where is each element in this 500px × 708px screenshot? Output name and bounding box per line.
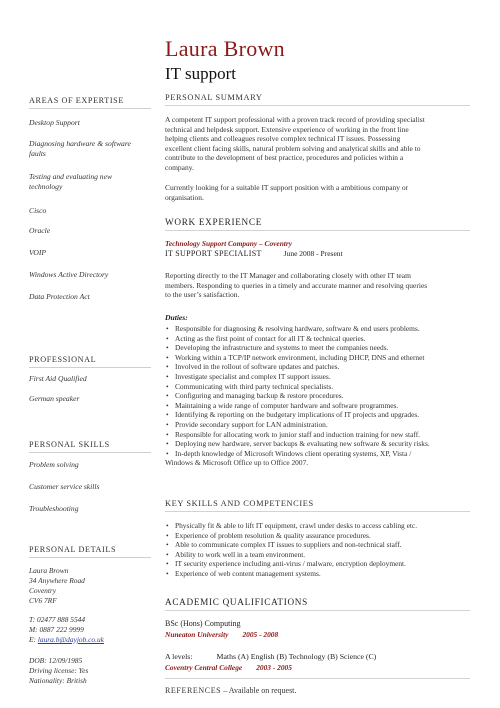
- list-item: • Maintaining a wide range of computer hardware and software programmes.: [165, 401, 475, 411]
- personal-skill-item: Customer service skills: [29, 482, 100, 491]
- intro-line: members. Responding to queries in a timely and accurate manner and resolving queries: [165, 280, 428, 290]
- college-row: [165, 663, 292, 672]
- university-years: 2005 - 2008: [242, 630, 279, 639]
- summary-line: organisation.: [165, 192, 204, 202]
- list-item: • Communicating with third party technical specialists.: [165, 382, 475, 392]
- expertise-item: Data Protection Act: [29, 292, 90, 301]
- list-item: • Physically fit & able to lift IT equipment, crawl under desks to access cabling etc.: [165, 521, 475, 531]
- sidebar-divider: [29, 108, 151, 109]
- expertise-item: Windows Active Directory: [29, 270, 109, 279]
- contact-postcode: CV6 7RF: [29, 596, 57, 605]
- summary-line: contribute to the development of best practice, procedures and policies within a: [165, 153, 404, 162]
- personal-skill-item: Troubleshooting: [29, 504, 79, 513]
- summary-line: technical and helpdesk support. Extensive experience of working in the front line: [165, 124, 409, 134]
- section-divider: [165, 105, 470, 106]
- professional-item: German speaker: [29, 394, 80, 403]
- university-name: Nuneaton University: [165, 630, 229, 639]
- job-intro: [165, 271, 470, 300]
- list-item: • Developing the infrastructure and systems to meet the companies needs.: [165, 343, 475, 353]
- education-heading: ACADEMIC QUALIFICATIONS: [165, 597, 308, 607]
- college-name: Coventry Central College: [165, 663, 243, 672]
- list-item: • IT security experience including anti-virus / malware, encryption deployment.: [165, 559, 475, 569]
- list-item: • Identifying & reporting on the budgetary implications of IT projects and upgrades.: [165, 410, 475, 420]
- candidate-name: Laura Brown: [165, 36, 285, 61]
- section-divider: [165, 511, 470, 512]
- contact-city: Coventry: [29, 586, 57, 595]
- expertise-item: Desktop Support: [29, 118, 80, 127]
- list-item: • Able to communicate complex IT issues to suppliers and non-technical staff.: [165, 540, 475, 550]
- email-link[interactable]: laura.b@dayjob.co.uk: [37, 635, 104, 644]
- list-item: • Responsible for allocating work to junior staff and induction training for new staff.: [165, 430, 475, 440]
- sidebar-divider: [29, 452, 151, 453]
- company-name: Technology Support Company – Coventry: [165, 239, 293, 248]
- list-item-continuation: Windows & Microsoft Office up to Office 2007.: [165, 458, 309, 468]
- expertise-item: Diagnosing hardware & software faults: [29, 139, 131, 158]
- job-dates: June 2008 - Present: [283, 249, 343, 258]
- alevels-row: [165, 652, 376, 661]
- summary-line: company.: [165, 162, 194, 172]
- email-prefix: E:: [29, 635, 38, 644]
- professional-heading: PROFESSIONAL: [29, 355, 97, 364]
- section-divider: [165, 678, 470, 679]
- summary-line: A competent IT support professional with a proven track record of providing specialist: [165, 115, 425, 124]
- list-item: • Configuring and managing backup & restore procedures.: [165, 391, 475, 401]
- list-item: • Provide secondary support for LAN administration.: [165, 420, 475, 430]
- expertise-item: VOIP: [29, 248, 47, 257]
- personal-details-heading: PERSONAL DETAILS: [29, 545, 117, 554]
- contact-telephone: T: 02477 888 5544: [29, 615, 86, 624]
- references-label: REFERENCES: [165, 686, 222, 695]
- personal-skills-heading: PERSONAL SKILLS: [29, 440, 110, 449]
- summary-paragraph: [165, 115, 470, 172]
- expertise-item: Testing and evaluating new technology: [29, 172, 113, 191]
- professional-item: First Aid Qualified: [29, 374, 87, 383]
- contact-name: Laura Brown: [29, 566, 69, 575]
- college-years: 2003 - 2005: [256, 663, 292, 672]
- list-item: • Ability to work well in a team environment.: [165, 550, 475, 560]
- alevels-subjects: Maths (A) English (B) Technology (B) Science (C): [216, 652, 377, 661]
- list-item: • Working within a TCP/IP network environment, including DHCP, DNS and ethernet: [165, 353, 475, 363]
- skills-heading: KEY SKILLS AND COMPETENCIES: [165, 499, 314, 508]
- contact-mobile: M: 0887 222 9999: [29, 625, 84, 634]
- candidate-role: IT support: [165, 64, 236, 83]
- experience-heading: WORK EXPERIENCE: [165, 217, 263, 227]
- references-text: – Available on request.: [221, 686, 297, 695]
- contact-licence: Driving license: Yes: [29, 666, 89, 675]
- degree: BSc (Hons) Computing: [165, 619, 241, 628]
- contact-dob: DOB: 12/09/1985: [29, 656, 83, 665]
- expertise-item: Cisco: [29, 206, 47, 215]
- university-row: [165, 630, 278, 639]
- duties-list: [165, 324, 475, 468]
- list-item: • Experience of problem resolution & quality assurance procedures.: [165, 531, 475, 541]
- intro-line: to the user’s satisfaction.: [165, 290, 240, 299]
- list-item: • Acting as the first point of contact for all IT & technical queries.: [165, 334, 475, 344]
- personal-skill-item: Problem solving: [29, 460, 79, 469]
- list-item: • In-depth knowledge of Microsoft Windows client operating systems, XP, Vista /: [165, 449, 475, 459]
- sidebar-divider: [29, 557, 151, 558]
- list-item: • Deploying new hardware, server backups & evaluating new software & security risks.: [165, 439, 475, 449]
- job-title-row: [165, 249, 343, 258]
- summary-heading: PERSONAL SUMMARY: [165, 93, 263, 102]
- summary-line: Currently looking for a suitable IT support position with a ambitious company or: [165, 183, 409, 192]
- section-divider: [165, 230, 470, 231]
- list-item: • Investigate specialist and complex IT support issues.: [165, 372, 475, 382]
- expertise-item: Oracle: [29, 226, 51, 235]
- section-divider: [165, 610, 470, 611]
- summary-line: helping clients and colleagues resolve complex technical IT issues. Possessing: [165, 134, 401, 143]
- job-title: IT SUPPORT SPECIALIST: [165, 249, 262, 258]
- list-item: • Experience of web content management systems.: [165, 569, 475, 579]
- sidebar-divider: [29, 367, 151, 368]
- list-item: • Involved in the rollout of software updates and patches.: [165, 362, 475, 372]
- contact-nationality: Nationality: British: [29, 676, 87, 685]
- intro-line: Reporting directly to the IT Manager and collaborating closely with other IT team: [165, 271, 411, 280]
- duties-heading: Duties:: [165, 313, 188, 322]
- contact-email-row: [29, 635, 104, 645]
- expertise-heading: AREAS OF EXPERTISE: [29, 96, 124, 105]
- summary-objective: [165, 183, 470, 202]
- skills-list: [165, 521, 475, 579]
- summary-line: excellent client facing skills, natural problem solving and analytical skills and able to: [165, 143, 421, 153]
- contact-address: 34 Anywhere Road: [29, 576, 85, 585]
- list-item: • Responsible for diagnosing & resolving hardware, software & end users problems.: [165, 324, 475, 334]
- references-row: [165, 686, 296, 695]
- alevels-label: A levels:: [165, 652, 193, 661]
